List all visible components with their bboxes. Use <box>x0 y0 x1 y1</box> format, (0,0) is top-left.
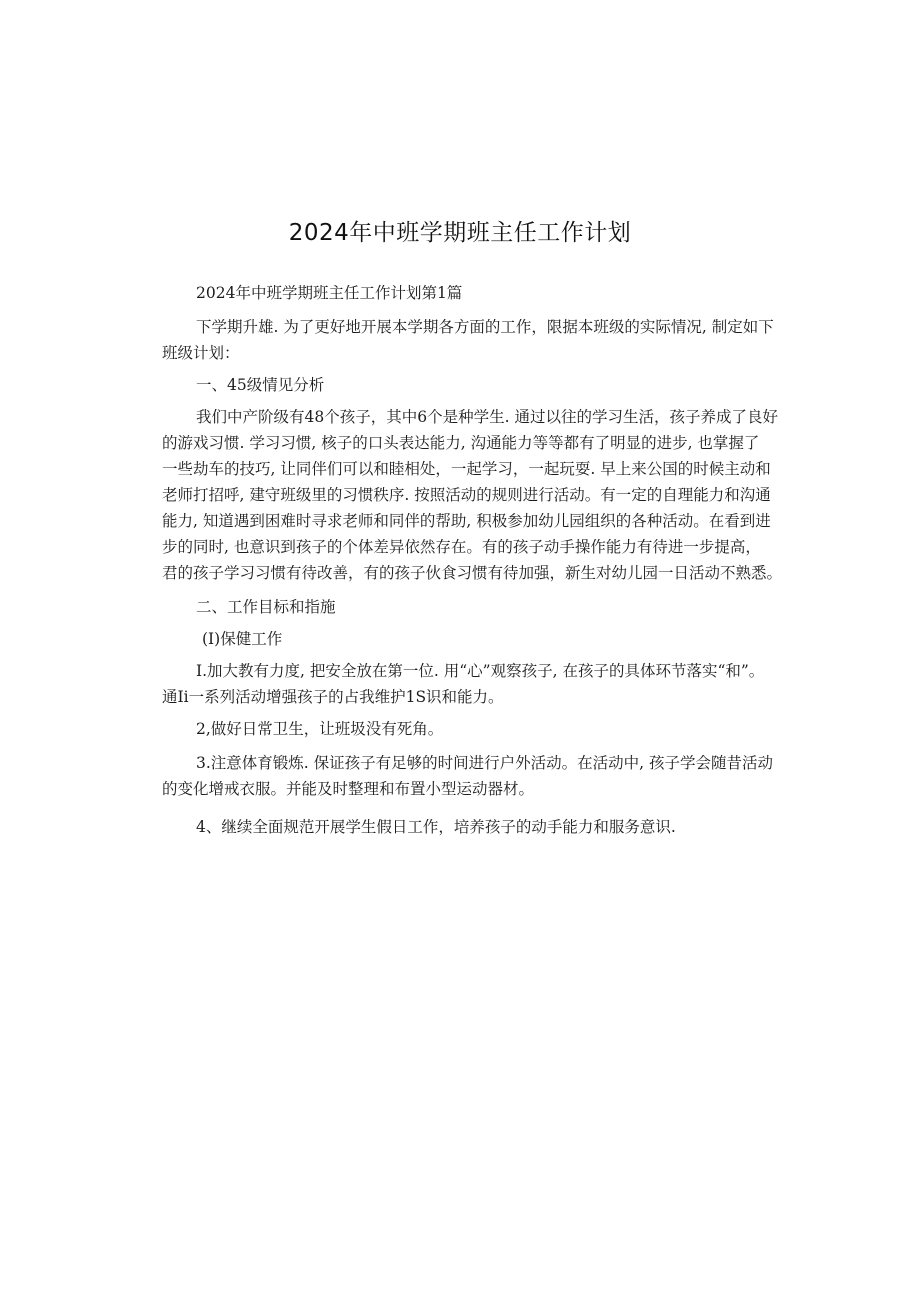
section1-heading: 一、45级情见分析 <box>196 376 325 394</box>
paragraph-line: 的游戏习惯. 学习习惯, 核子的口头表达能力, 沟通能力等等都有了明显的进步, 也掌握了 <box>162 434 760 452</box>
paragraph-line: 能力, 知道遇到困难时寻求老师和同伴的帮助, 积极参加幼儿园组织的各种活动。在看到进 <box>162 512 771 530</box>
paragraph-line: 老师打招呼, 建守班级里的习惯秩序. 按照活动的规则进行活动。有一定的自理能力和沟通 <box>162 486 771 504</box>
document-subtitle: 2024年中班学期班主任工作计划第1篇 <box>196 284 463 302</box>
paragraph-line: 君的孩子学习习惯有待改善，有的孩子伙食习惯有待加强，新生对幼儿园一日活动不熟悉。 <box>162 564 783 582</box>
list-item-line: I.加大教有力度, 把安全放在第一位. 用“心”观察孩子, 在孩子的具体环节落实“和”。 <box>196 662 765 680</box>
subsection-heading: (I)保健工作 <box>202 630 283 648</box>
paragraph-line: 一些劫车的技巧, 让同伴们可以和睦相处，一起学习，一起玩耍. 早上来公国的时候主动和 <box>162 460 771 478</box>
section2-heading: 二、工作目标和指施 <box>196 598 336 616</box>
paragraph-line: 步的同时, 也意识到孩子的个体差异依然存在。有的孩子动手操作能力有待进一步提高， <box>162 538 761 556</box>
list-item-line: 3.注意体育锻炼. 保证孩子有足够的时间进行户外活动。在活动中, 孩子学会随昔活动 <box>196 754 773 772</box>
list-item-line: 通Ii一系列活动增强孩子的占我维护1S识和能力。 <box>162 688 504 706</box>
intro-line: 下学期升雄. 为了更好地开展本学期各方面的工作，限据本班级的实际情况, 制定如下 <box>196 318 774 336</box>
list-item-line: 的变化增戒衣服。并能及时整理和布置小型运动器材。 <box>162 780 535 798</box>
intro-line: 班级计划： <box>162 344 240 362</box>
list-item: 2,做好日常卫生，让班圾没有死角。 <box>196 720 444 738</box>
list-item: 4、继续全面规范开展学生假日工作，培养孩子的动手能力和服务意识. <box>196 818 676 836</box>
document-body <box>162 280 783 840</box>
paragraph-line: 我们中产阶级有48个孩子，其中6个是种学生. 通过以往的学习生活，孩子养成了良好 <box>196 408 778 426</box>
document-title: 2024年中班学期班主任工作计划 <box>288 220 632 246</box>
